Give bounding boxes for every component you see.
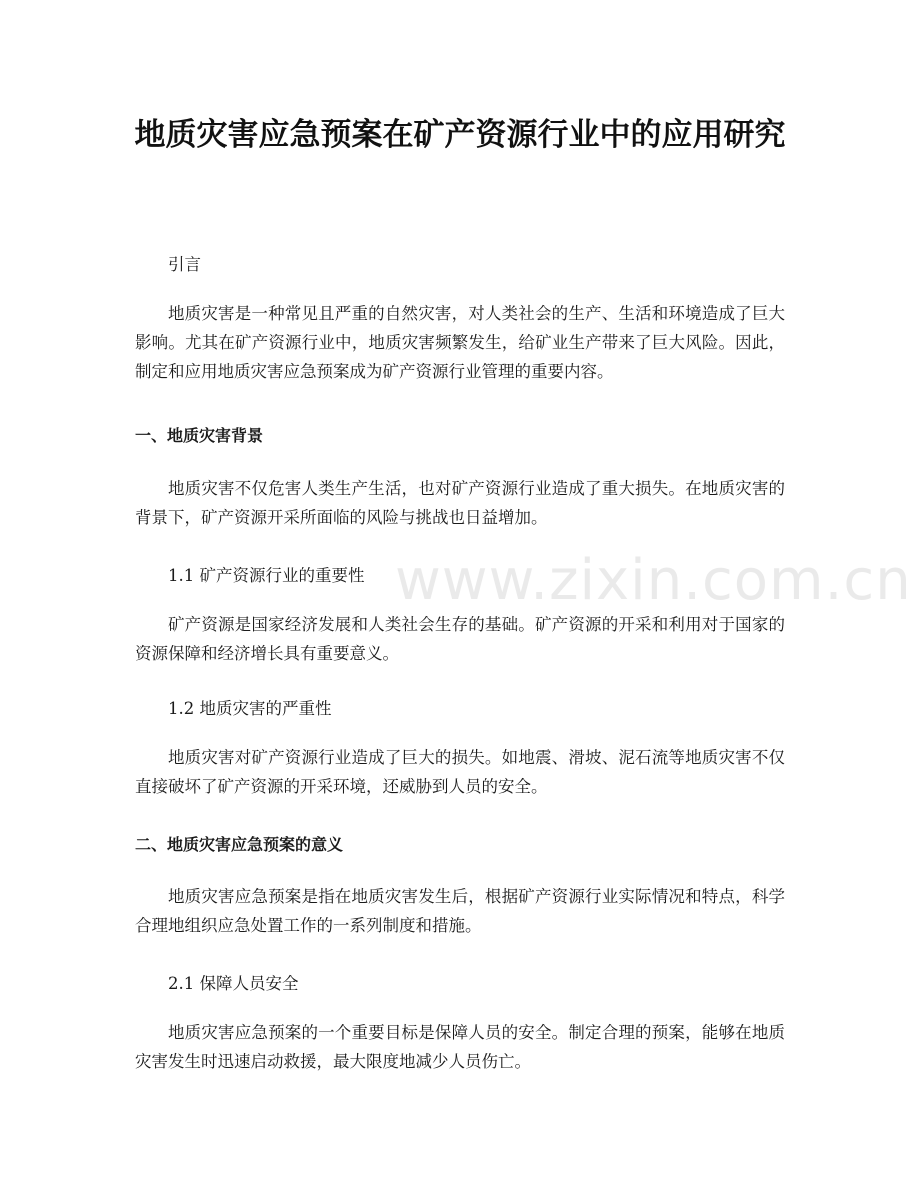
- subsection-2-1-paragraph: 地质灾害应急预案的一个重要目标是保障人员的安全。制定合理的预案，能够在地质灾害发生时迅速启动救援，最大限度地减少人员伤亡。: [135, 1023, 785, 1071]
- document-title: 地质灾害应急预案在矿产资源行业中的应用研究: [134, 117, 786, 153]
- section-2-heading: 二、地质灾害应急预案的意义: [135, 835, 344, 854]
- section-2-paragraph: 地质灾害应急预案是指在地质灾害发生后，根据矿产资源行业实际情况和特点，科学合理地组织应急处置工作的一系列制度和措施。: [135, 887, 785, 935]
- subsection-1-2-heading: 1.2 地质灾害的严重性: [168, 699, 332, 718]
- intro-paragraph: 地质灾害是一种常见且严重的自然灾害，对人类社会的生产、生活和环境造成了巨大影响。尤其在矿产资源行业中，地质灾害频繁发生，给矿业生产带来了巨大风险。因此，制定和应用地质灾害应急预案成为矿产资源行业管理的重要内容。: [135, 304, 785, 381]
- watermark-text: www.zixin.com.cn: [395, 548, 912, 613]
- intro-label: 引言: [168, 255, 201, 274]
- subsection-1-1-heading: 1.1 矿产资源行业的重要性: [168, 566, 365, 585]
- subsection-1-1-paragraph: 矿产资源是国家经济发展和人类社会生存的基础。矿产资源的开采和利用对于国家的资源保障和经济增长具有重要意义。: [135, 615, 785, 663]
- subsection-1-2-paragraph: 地质灾害对矿产资源行业造成了巨大的损失。如地震、滑坡、泥石流等地质灾害不仅直接破坏了矿产资源的开采环境，还威胁到人员的安全。: [135, 748, 785, 796]
- subsection-2-1-heading: 2.1 保障人员安全: [168, 974, 299, 993]
- section-1-paragraph: 地质灾害不仅危害人类生产生活，也对矿产资源行业造成了重大损失。在地质灾害的背景下，矿产资源开采所面临的风险与挑战也日益增加。: [135, 479, 785, 527]
- section-1-heading: 一、地质灾害背景: [135, 426, 264, 445]
